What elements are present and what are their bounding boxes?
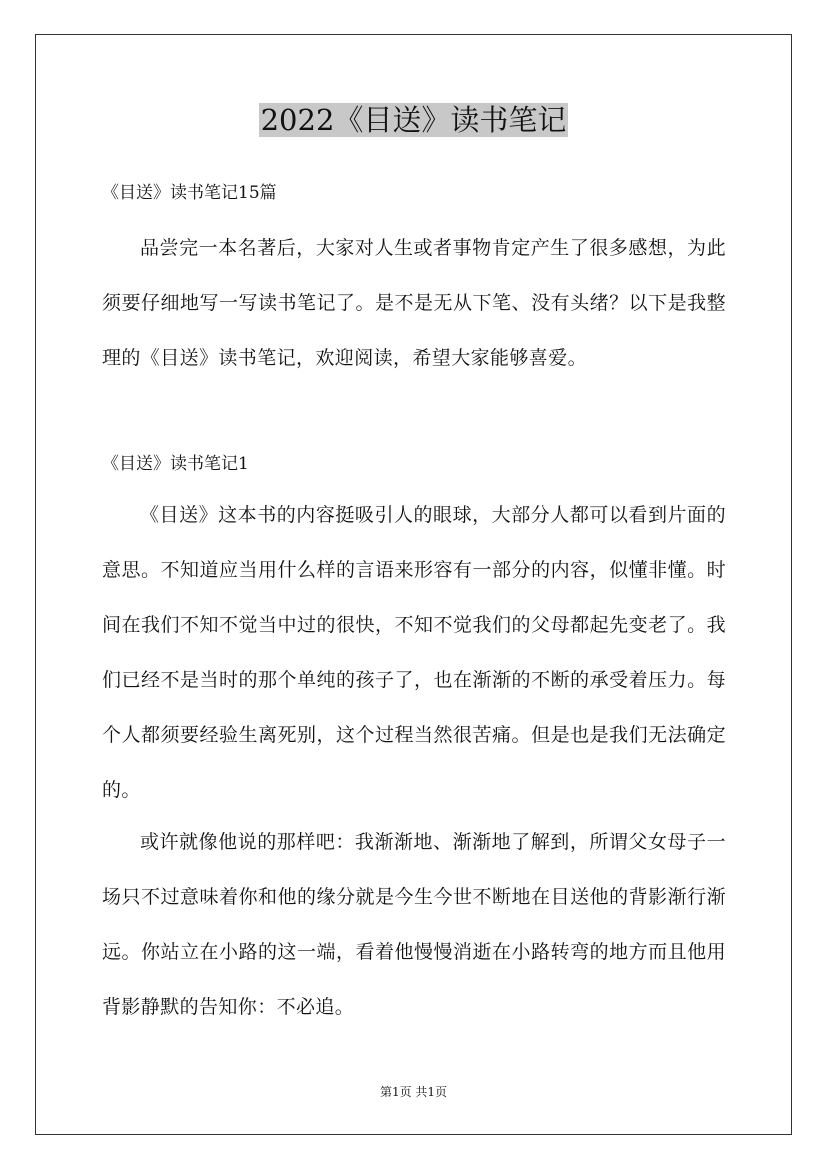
body-paragraph-1: 《目送》这本书的内容挺吸引人的眼球，大部分人都可以看到片面的意思。不知道应当用什么样的言语来形容有一部分的内容，似懂非懂。时间在我们不知不觉当中过的很快，不知不觉我们的父母都起先变老了。我们已经不是当时的那个单纯的孩子了，也在渐渐的不断的承受着压力。每个人都须要经验生离死别，这个过程当然很苦痛。但是也是我们无法确定的。 — [102, 504, 726, 801]
document-title-wrap — [0, 98, 827, 142]
section-heading: 《目送》读书笔记1 — [102, 454, 249, 474]
body-paragraph-2: 或许就像他说的那样吧：我渐渐地、渐渐地了解到，所谓父女母子一场只不过意味着你和他的缘分就是今生今世不断地在目送他的背影渐行渐远。你站立在小路的这一端，看着他慢慢消逝在小路转弯的地方而且他用背影静默的告知你：不必追。 — [102, 831, 726, 1018]
document-title: 2022《目送》读书笔记 — [260, 103, 567, 137]
intro-paragraph: 品尝完一本名著后，大家对人生或者事物肯定产生了很多感想，为此须要仔细地写一写读书笔记了。是不是无从下笔、没有头绪？以下是我整理的《目送》读书笔记，欢迎阅读，希望大家能够喜爱。 — [102, 237, 726, 369]
page-footer: 第1页 共1页 — [379, 1085, 448, 1099]
document-subtitle: 《目送》读书笔记15篇 — [102, 183, 277, 203]
